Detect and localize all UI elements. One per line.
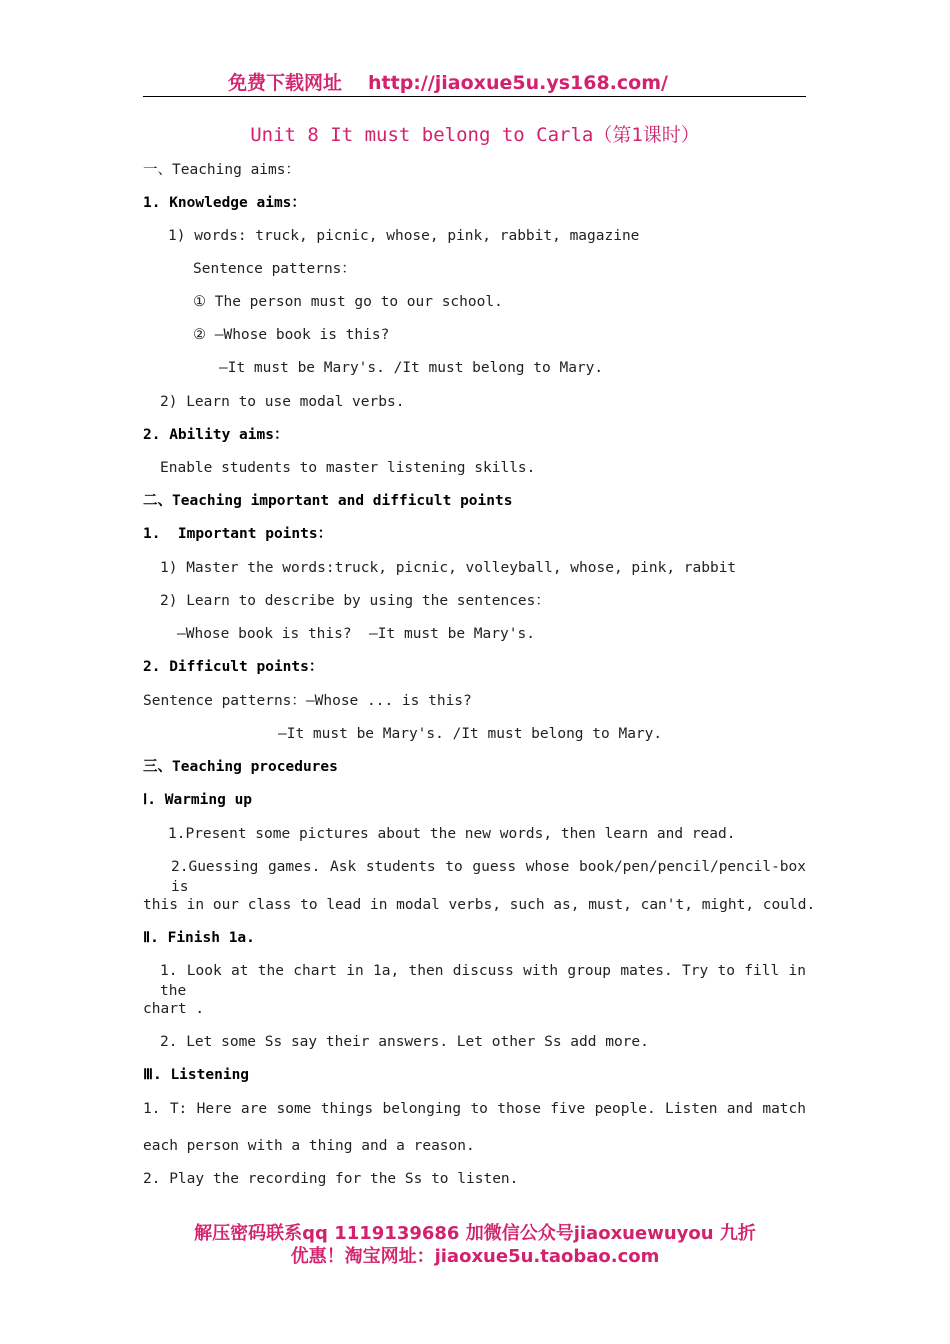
difficult-pattern-answer: —It must be Mary's. /It must belong to Mary. [278,726,663,742]
important-points-heading: 1. Important points： [143,526,333,542]
listening-heading: Ⅲ. Listening [143,1067,250,1083]
difficult-points-heading: 2. Difficult points： [143,659,324,675]
footer-line-one: 解压密码联系qq 1119139686 加微信公众号jiaoxuewuyou 九折 [194,1223,756,1244]
pattern-two-question: ② —Whose book is this? [193,327,390,343]
warming-up-heading: Ⅰ. Warming up [143,792,253,808]
important-point-one: 1) Master the words:truck, picnic, volleyball, whose, pink, rabbit [160,560,737,576]
sentence-patterns-label: Sentence patterns： [193,261,356,277]
finish-1a-step-one-cont: chart . [143,1001,205,1017]
listening-step-one: 1. T: Here are some things belonging to those five people. Listen and match [143,1101,806,1117]
listening-step-one-cont: each person with a thing and a reason. [143,1138,475,1154]
modal-verbs-line: 2) Learn to use modal verbs. [160,394,405,410]
document-title: Unit 8 It must belong to Carla（第1课时） [250,124,700,146]
footer-line-two: 优惠！淘宝网址：jiaoxue5u.taobao.com [290,1246,660,1267]
finish-1a-step-one: 1. Look at the chart in 1a, then discuss with group mates. Try to fill in the [160,963,806,999]
header-text [228,68,668,95]
section-teaching-aims-heading: 一、Teaching aims： [143,162,300,178]
finish-1a-heading: Ⅱ. Finish 1a. [143,930,255,946]
warming-up-step-one: 1.Present some pictures about the new words, then learn and read. [168,826,736,842]
ability-aims-text: Enable students to master listening skills. [160,460,536,476]
important-point-two: 2) Learn to describe by using the sentences： [160,593,550,609]
warming-up-step-two: 2.Guessing games. Ask students to guess whose book/pen/pencil/pencil-box is [171,859,806,895]
page-header [143,64,806,97]
section-important-points-heading: 二、Teaching important and difficult points [143,493,513,509]
important-point-example: —Whose book is this? —It must be Mary's. [177,626,535,642]
words-line: 1) words: truck, picnic, whose, pink, rabbit, magazine [168,228,640,244]
warming-up-step-two-cont: this in our class to lead in modal verbs, such as, must, can't, might, could. [143,897,816,913]
listening-step-two: 2. Play the recording for the Ss to listen. [143,1171,519,1187]
difficult-pattern-question: Sentence patterns：—Whose ... is this? [143,693,472,709]
finish-1a-step-two: 2. Let some Ss say their answers. Let other Ss add more. [160,1034,649,1050]
knowledge-aims-heading: 1. Knowledge aims： [143,195,306,211]
ability-aims-heading: 2. Ability aims： [143,427,289,443]
section-procedures-heading: 三、Teaching procedures [143,759,338,775]
header-url-link[interactable]: http://jiaoxue5u.ys168.com/ [368,72,668,94]
pattern-one: ① The person must go to our school. [193,294,503,310]
header-label: 免费下载网址 [228,72,343,94]
pattern-two-answer: —It must be Mary's. /It must belong to Mary. [219,360,604,376]
